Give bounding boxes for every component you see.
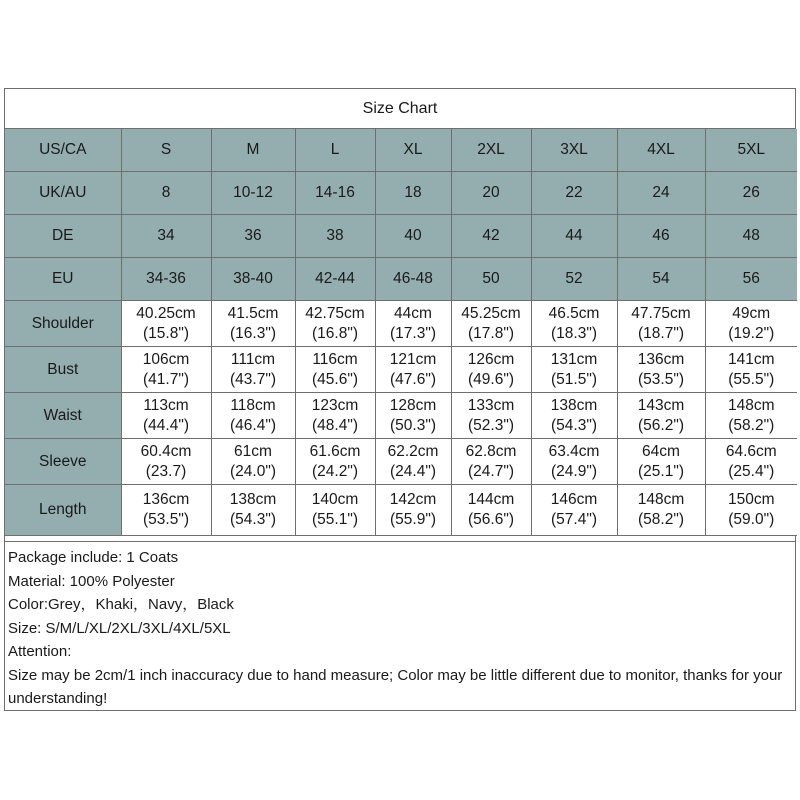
size-cell: M <box>211 129 295 172</box>
measurement-cell <box>705 393 797 439</box>
size-row <box>5 215 797 258</box>
measurement-cell <box>375 485 451 536</box>
cm-value: 116cm <box>312 350 358 368</box>
cm-value: 62.8cm <box>465 442 517 460</box>
measurement-cell <box>705 347 797 393</box>
measurement-cell <box>531 439 617 485</box>
size-cell: 22 <box>531 172 617 215</box>
inch-value: (19.2") <box>728 324 775 342</box>
measurement-cell <box>121 439 211 485</box>
cm-value: 131cm <box>550 350 598 368</box>
cm-value: 142cm <box>389 491 437 508</box>
measurement-cell <box>211 301 295 347</box>
note-line: Attention: <box>8 643 72 660</box>
product-notes <box>5 541 795 711</box>
inch-value: (58.2") <box>638 511 684 528</box>
cm-value: 148cm <box>637 491 685 508</box>
inch-value: (53.5") <box>143 511 189 528</box>
row-label: Sleeve <box>5 439 121 485</box>
inch-value: (55.1") <box>312 511 358 528</box>
measurement-cell <box>211 485 295 536</box>
cm-value: 150cm <box>727 491 775 508</box>
cm-value: 61cm <box>234 442 272 460</box>
measurement-row <box>5 347 797 393</box>
measurement-cell <box>617 439 705 485</box>
measurement-cell <box>451 347 531 393</box>
size-cell: 36 <box>211 215 295 258</box>
size-chart <box>4 88 796 711</box>
size-row <box>5 258 797 301</box>
inch-value: (15.8") <box>143 324 189 342</box>
size-cell: 54 <box>617 258 705 301</box>
inch-value: (43.7") <box>230 370 276 388</box>
cm-value: 46.5cm <box>548 304 600 322</box>
cm-value: 61.6cm <box>309 442 361 460</box>
size-rows <box>5 129 797 301</box>
measurement-cell <box>705 439 797 485</box>
cm-value: 128cm <box>389 396 437 414</box>
cm-value: 49cm <box>732 304 771 322</box>
size-cell: 24 <box>617 172 705 215</box>
inch-value: (24.0") <box>230 462 276 480</box>
size-cell: 48 <box>705 215 797 258</box>
size-cell: 56 <box>705 258 797 301</box>
cm-value: 47.75cm <box>631 304 691 322</box>
measurement-cell <box>211 347 295 393</box>
inch-value: (24.9") <box>551 462 597 480</box>
size-cell: 42-44 <box>295 258 375 301</box>
inch-value: (44.4") <box>143 416 189 434</box>
row-label: Waist <box>5 393 121 439</box>
cm-value: 118cm <box>230 396 276 414</box>
row-label: EU <box>5 258 121 301</box>
cm-value: 121cm <box>389 350 437 368</box>
measurement-cell <box>295 347 375 393</box>
cm-value: 143cm <box>637 396 685 414</box>
cm-value: 62.2cm <box>387 442 439 460</box>
cm-value: 138cm <box>229 491 277 508</box>
cm-value: 146cm <box>550 491 598 508</box>
measurement-cell <box>121 393 211 439</box>
measurement-cell <box>121 347 211 393</box>
row-label: Bust <box>5 347 121 393</box>
size-cell: 20 <box>451 172 531 215</box>
measurement-cell <box>451 301 531 347</box>
cm-value: 113cm <box>143 396 189 414</box>
size-cell: 5XL <box>705 129 797 172</box>
inch-value: (45.6") <box>312 370 358 388</box>
inch-value: (59.0") <box>728 511 775 528</box>
size-cell: 8 <box>121 172 211 215</box>
cm-value: 141cm <box>727 350 775 368</box>
cm-value: 140cm <box>311 491 359 508</box>
note-line: Package include: 1 Coats <box>8 549 179 566</box>
row-label: UK/AU <box>5 172 121 215</box>
chart-title: Size Chart <box>5 89 795 129</box>
measurement-cell <box>121 301 211 347</box>
inch-value: (24.7") <box>468 462 514 480</box>
measurement-cell <box>617 393 705 439</box>
inch-value: (55.5") <box>728 370 775 388</box>
size-row <box>5 172 797 215</box>
inch-value: (48.4") <box>312 416 358 434</box>
measurement-cell <box>705 301 797 347</box>
measurement-cell <box>531 393 617 439</box>
inch-value: (56.2") <box>638 416 684 434</box>
cm-value: 144cm <box>467 491 515 508</box>
inch-value: (49.6") <box>468 370 514 388</box>
inch-value: (41.7") <box>143 370 189 388</box>
measurement-cell <box>451 393 531 439</box>
size-cell: 46 <box>617 215 705 258</box>
measurement-cell <box>375 393 451 439</box>
cm-value: 136cm <box>637 350 685 368</box>
size-cell: 10-12 <box>211 172 295 215</box>
size-cell: 40 <box>375 215 451 258</box>
cm-value: 138cm <box>550 396 598 414</box>
row-label: Length <box>5 485 121 536</box>
size-cell: XL <box>375 129 451 172</box>
measurement-cell <box>531 485 617 536</box>
cm-value: 133cm <box>467 396 515 414</box>
size-cell: 52 <box>531 258 617 301</box>
inch-value: (50.3") <box>390 416 436 434</box>
measurement-rows <box>5 301 797 536</box>
cm-value: 63.4cm <box>548 442 600 460</box>
measurement-cell <box>375 347 451 393</box>
size-cell: 34 <box>121 215 211 258</box>
measurement-cell <box>531 347 617 393</box>
size-cell: 14-16 <box>295 172 375 215</box>
size-row <box>5 129 797 172</box>
measurement-row <box>5 485 797 536</box>
cm-value: 111cm <box>230 350 276 368</box>
measurement-cell <box>375 439 451 485</box>
size-cell: 26 <box>705 172 797 215</box>
row-label: Shoulder <box>5 301 121 347</box>
inch-value: (57.4") <box>551 511 597 528</box>
measurement-cell <box>705 485 797 536</box>
note-line: Color:Grey，Khaki，Navy，Black <box>8 596 234 613</box>
cm-value: 64cm <box>642 442 680 460</box>
measurement-cell <box>531 301 617 347</box>
row-label: DE <box>5 215 121 258</box>
cm-value: 60.4cm <box>140 442 192 460</box>
size-cell: 46-48 <box>375 258 451 301</box>
measurement-cell <box>451 485 531 536</box>
row-label: US/CA <box>5 129 121 172</box>
inch-value: (17.3") <box>390 324 436 342</box>
inch-value: (23.7) <box>145 462 187 480</box>
cm-value: 106cm <box>142 350 190 368</box>
measurement-cell <box>295 301 375 347</box>
size-cell: 34-36 <box>121 258 211 301</box>
inch-value: (54.3") <box>230 511 276 528</box>
inch-value: (47.6") <box>390 370 436 388</box>
cm-value: 136cm <box>142 491 190 508</box>
measurement-cell <box>295 393 375 439</box>
size-table <box>5 129 797 536</box>
size-cell: S <box>121 129 211 172</box>
measurement-row <box>5 393 797 439</box>
inch-value: (58.2") <box>728 416 775 434</box>
inch-value: (25.1") <box>638 462 684 480</box>
inch-value: (18.3") <box>551 324 597 342</box>
cm-value: 40.25cm <box>136 304 196 322</box>
cm-value: 41.5cm <box>227 304 279 322</box>
inch-value: (54.3") <box>551 416 597 434</box>
cm-value: 44cm <box>394 304 432 322</box>
inch-value: (55.9") <box>390 511 436 528</box>
inch-value: (17.8") <box>468 324 514 342</box>
measurement-cell <box>617 347 705 393</box>
cm-value: 126cm <box>467 350 515 368</box>
size-cell: 3XL <box>531 129 617 172</box>
measurement-cell <box>295 485 375 536</box>
inch-value: (52.3") <box>468 416 514 434</box>
inch-value: (18.7") <box>638 324 684 342</box>
size-cell: 18 <box>375 172 451 215</box>
size-cell: 38-40 <box>211 258 295 301</box>
note-line: Material: 100% Polyester <box>8 572 175 590</box>
inch-value: (24.2") <box>312 462 358 480</box>
measurement-cell <box>617 485 705 536</box>
inch-value: (16.8") <box>312 324 358 342</box>
measurement-row <box>5 439 797 485</box>
size-cell: 44 <box>531 215 617 258</box>
inch-value: (24.4") <box>390 462 436 480</box>
measurement-cell <box>121 485 211 536</box>
cm-value: 42.75cm <box>305 304 365 322</box>
note-line: Size may be 2cm/1 inch inaccuracy due to hand measure; Color may be little different due to monitor, thanks for your understanding! <box>8 666 783 707</box>
inch-value: (51.5") <box>551 370 597 388</box>
inch-value: (53.5") <box>638 370 684 388</box>
inch-value: (16.3") <box>230 324 276 342</box>
cm-value: 45.25cm <box>461 304 521 322</box>
measurement-cell <box>211 393 295 439</box>
measurement-cell <box>451 439 531 485</box>
cm-value: 148cm <box>727 396 775 414</box>
inch-value: (25.4") <box>728 462 775 480</box>
size-cell: 38 <box>295 215 375 258</box>
cm-value: 64.6cm <box>725 442 777 460</box>
size-cell: 50 <box>451 258 531 301</box>
inch-value: (56.6") <box>468 511 514 528</box>
measurement-cell <box>375 301 451 347</box>
size-cell: 2XL <box>451 129 531 172</box>
size-cell: 42 <box>451 215 531 258</box>
size-cell: 4XL <box>617 129 705 172</box>
size-cell: L <box>295 129 375 172</box>
measurement-cell <box>617 301 705 347</box>
cm-value: 123cm <box>311 396 359 414</box>
measurement-cell <box>211 439 295 485</box>
measurement-cell <box>295 439 375 485</box>
inch-value: (46.4") <box>230 416 276 434</box>
measurement-row <box>5 301 797 347</box>
note-line: Size: S/M/L/XL/2XL/3XL/4XL/5XL <box>8 619 231 637</box>
